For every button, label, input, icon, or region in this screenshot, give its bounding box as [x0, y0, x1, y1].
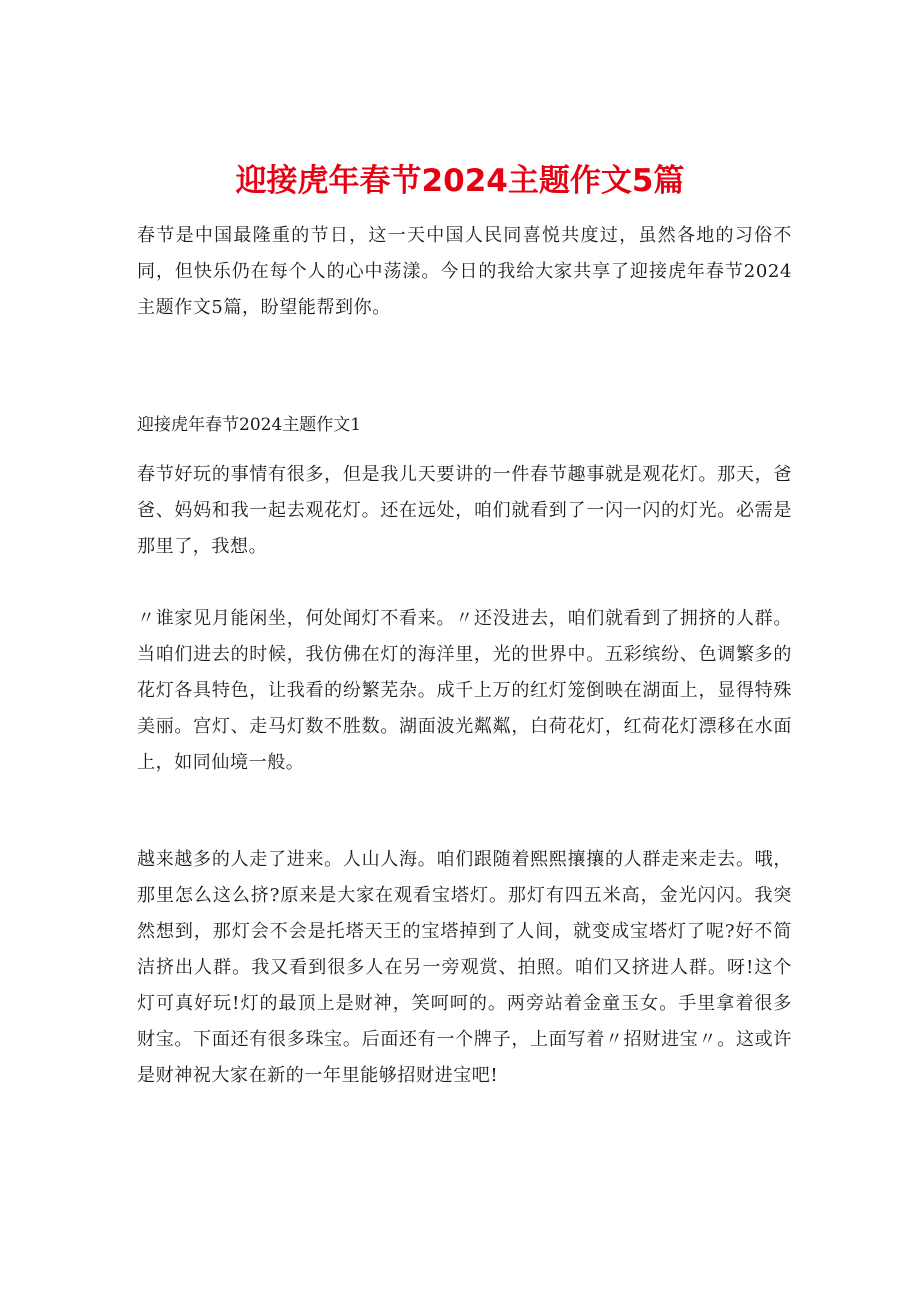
document-title: 迎接虎年春节2024主题作文5篇: [235, 162, 685, 199]
section-heading: 迎接虎年春节2024主题作文1: [137, 415, 362, 435]
essay-paragraph-1: 春节好玩的事情有很多，但是我儿天要讲的一件春节趣事就是观花灯。那天，爸爸、妈妈和我一起去观花灯。还在远处，咱们就看到了一闪一闪的灯光。必需是那里了，我想。: [137, 464, 792, 557]
intro-paragraph: 春节是中国最隆重的节日，这一天中国人民同喜悦共度过，虽然各地的习俗不同，但快乐仍在每个人的心中荡漾。今日的我给大家共享了迎接虎年春节2024主题作文5篇，盼望能帮到你。: [137, 225, 792, 318]
essay-paragraph-3: 越来越多的人走了进来。人山人海。咱们跟随着熙熙攘攘的人群走来走去。哦，那里怎么这么挤?原来是大家在观看宝塔灯。那灯有四五米高，金光闪闪。我突然想到，那灯会不会是托塔天王的宝塔掉到了人间，就变成宝塔灯了呢?好不简洁挤出人群。我又看到很多人在另一旁观赏、拍照。咱们又挤进人群。呀!这个灯可真好玩!灯的最顶上是财神，笑呵呵的。两旁站着金童玉女。手里拿着很多财宝。下面还有很多珠宝。后面还有一个牌子，上面写着〃招财进宝〃。这或许是财神祝大家在新的一年里能够招财进宝吧!: [137, 849, 792, 1086]
essay-paragraph-2: 〃谁家见月能闲坐，何处闻灯不看来。〃还没进去，咱们就看到了拥挤的人群。当咱们进去的时候，我仿佛在灯的海洋里，光的世界中。五彩缤纷、色调繁多的花灯各具特色，让我看的纷繁芜杂。成千上万的红灯笼倒映在湖面上，显得特殊美丽。宫灯、走马灯数不胜数。湖面波光粼粼，白荷花灯，红荷花灯漂移在水面上，如同仙境一般。: [137, 608, 792, 773]
